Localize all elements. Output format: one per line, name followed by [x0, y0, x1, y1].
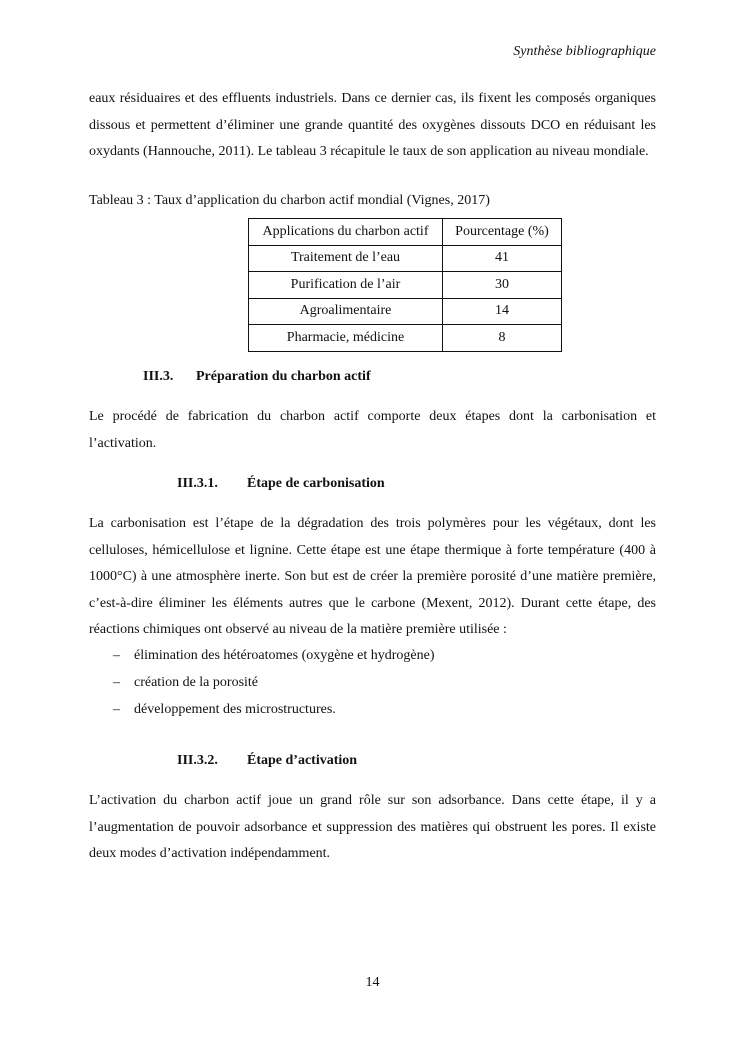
section-number: III.3.2. — [177, 753, 218, 768]
table-cell-percentage: 14 — [443, 298, 562, 325]
section-title: Étape de carbonisation — [247, 476, 385, 491]
table-caption: Tableau 3 : Taux d’application du charbon actif mondial (Vignes, 2017) — [89, 193, 490, 208]
page-number: 14 — [365, 975, 380, 990]
running-header: Synthèse bibliographique — [513, 44, 656, 59]
list-item — [89, 642, 435, 669]
list-item — [89, 669, 435, 696]
section-title: Étape d’activation — [247, 753, 358, 768]
table-row — [249, 325, 562, 352]
table-header-row — [249, 219, 562, 246]
table-cell-application: Pharmacie, médicine — [249, 325, 443, 352]
column-header-percentage: Pourcentage (%) — [443, 219, 562, 246]
paragraph-activation: L’activation du charbon actif joue un grand rôle sur son adsorbance. Dans cette étape, il y a l’augmentation de pouvoir adsorbance et suppression des matières qui obstruent les pores. Il existe deux modes d’activation indépendamment. — [89, 793, 656, 861]
table-row — [249, 298, 562, 325]
list-item-text: développement des microstructures. — [134, 702, 336, 717]
list-item — [89, 696, 435, 723]
section-number: III.3.1. — [177, 476, 218, 491]
table-row — [249, 272, 562, 299]
paragraph-process: Le procédé de fabrication du charbon actif comporte deux étapes dont la carbonisation et l’activation. — [89, 409, 656, 451]
dash-bullet-icon: – — [113, 675, 120, 690]
table-cell-percentage: 41 — [443, 245, 562, 272]
table-cell-application: Purification de l’air — [249, 272, 443, 299]
table-cell-application: Agroalimentaire — [249, 298, 443, 325]
application-table — [248, 218, 562, 352]
paragraph-carbonisation: La carbonisation est l’étape de la dégradation des trois polymères pour les végétaux, dont les celluloses, hémicellulose et lignine. Cette étape est une étape thermique à forte température (400 à 1000°C) à une atmosphère inerte. Son but est de créer la première porosité d’une matière première, c’est-à-dire éliminer les éléments autres que le carbone (Mexent, 2012). Durant cette étape, des réactions chimiques ont observé au niveau de la matière première utilisée : — [89, 516, 656, 637]
list-item-text: élimination des hétéroatomes (oxygène et hydrogène) — [134, 648, 435, 663]
section-number: III.3. — [143, 369, 174, 384]
paragraph-wastewater: eaux résiduaires et des effluents industriels. Dans ce dernier cas, ils fixent les composés organiques dissous et permettent d’éliminer une grande quantité des oxygènes dissouts DCO en réduisant les oxydants (Hannouche, 2011). Le tableau 3 récapitule le taux de son application au niveau mondiale. — [89, 91, 656, 159]
table-cell-percentage: 8 — [443, 325, 562, 352]
list-item-text: création de la porosité — [134, 675, 259, 690]
table-row — [249, 245, 562, 272]
column-header-application: Applications du charbon actif — [249, 219, 443, 246]
dash-bullet-icon: – — [113, 648, 120, 663]
table-cell-percentage: 30 — [443, 272, 562, 299]
dash-bullet-icon: – — [113, 702, 120, 717]
table-cell-application: Traitement de l’eau — [249, 245, 443, 272]
reactions-list — [89, 642, 435, 723]
section-title: Préparation du charbon actif — [196, 369, 371, 384]
